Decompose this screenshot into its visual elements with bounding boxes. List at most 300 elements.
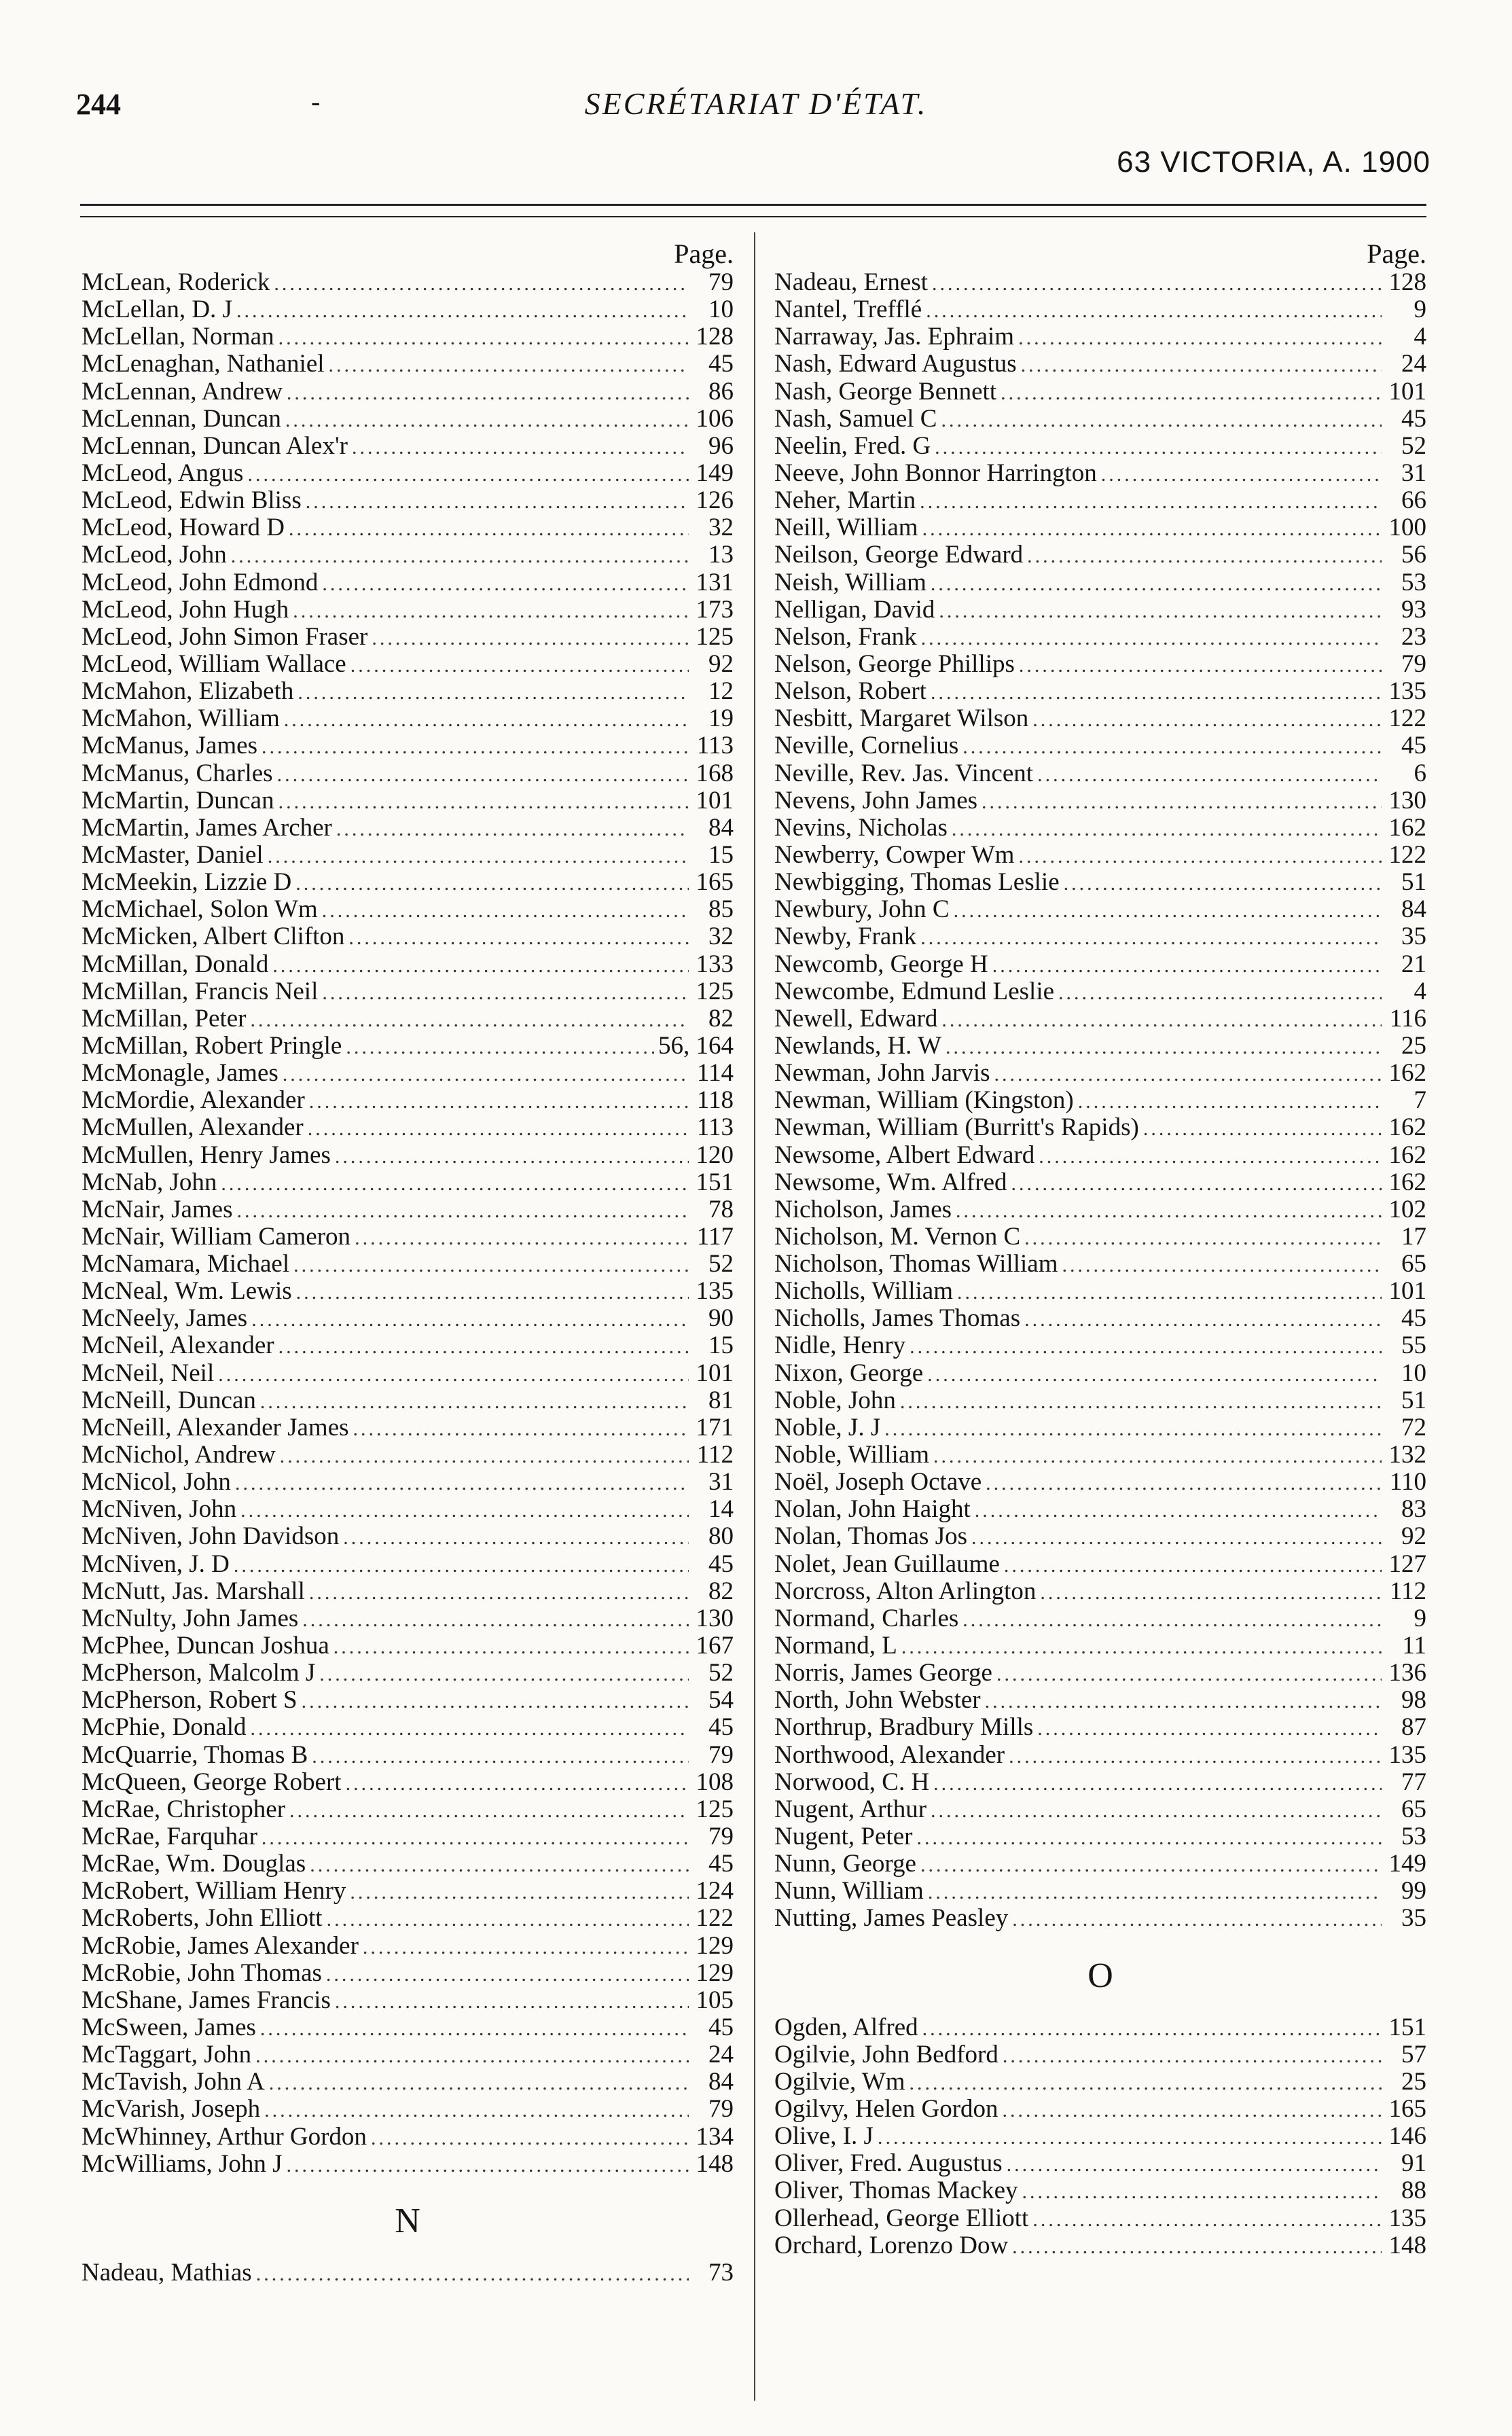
entry-page: 162 [1388,813,1426,842]
entry-page: 55 [1401,1331,1426,1360]
index-entry [82,2014,734,2041]
entry-name: Nunn, George [774,1850,916,1878]
entry-page: 14 [708,1495,734,1524]
dot-leader [308,1115,689,1143]
dot-leader [247,461,689,488]
index-entry [82,1387,734,1414]
entry-name: Nugent, Peter [774,1823,913,1851]
index-entry [774,1114,1426,1141]
entry-page: 87 [1401,1713,1426,1742]
index-entry [82,1605,734,1632]
index-entry [82,760,734,787]
dot-leader [1012,1906,1382,1933]
entry-name: Neill, William [774,514,918,542]
index-entry [82,1960,734,1987]
entry-page: 45 [1401,404,1426,433]
entry-name: Newby, Frank [774,923,917,951]
index-entry [774,651,1426,678]
dot-leader [329,352,689,379]
entry-name: McNamara, Michael [82,1250,290,1278]
entry-name: McRobie, John Thomas [82,1958,322,1987]
entry-page: 136 [1388,1659,1426,1687]
index-entry [774,406,1426,433]
entry-page: 65 [1401,1795,1426,1823]
entry-page: 31 [708,1468,734,1497]
dot-leader [921,625,1382,652]
o-section-entry-list [774,2014,1426,2259]
entry-name: McManus, Charles [82,759,273,787]
index-entry [774,1605,1426,1632]
entry-page: 148 [696,2149,734,2178]
entry-name: McPhee, Duncan Joshua [82,1632,329,1660]
dot-leader [1143,1115,1382,1143]
entry-name: McLeod, William Wallace [82,649,346,678]
entry-name: Neilson, George Edward [774,541,1024,569]
dot-leader [234,1552,689,1579]
index-entry [774,2232,1426,2259]
entry-page: 122 [1388,704,1426,733]
entry-name: McLellan, Norman [82,323,274,351]
dot-leader [1032,706,1382,734]
index-entry [82,978,734,1005]
dot-leader [941,407,1382,434]
entry-name: McPherson, Robert S [82,1686,298,1715]
page-column-heading: Page. [674,238,734,269]
entry-name: McLeod, Edwin Bliss [82,486,302,515]
dot-leader [285,407,689,434]
dot-leader [962,1607,1382,1634]
dot-leader [352,434,689,461]
entry-name: Nicholson, M. Vernon C [774,1222,1021,1251]
index-entry [774,1878,1426,1905]
entry-page: 101 [696,786,734,814]
entry-page: 128 [696,323,734,351]
entry-page: 135 [1388,2204,1426,2232]
entry-name: Nicholls, James Thomas [774,1304,1021,1333]
index-entry [774,1387,1426,1414]
index-entry [774,842,1426,869]
dot-leader [278,325,689,352]
entry-page: 52 [1401,431,1426,460]
entry-name: Neville, Cornelius [774,732,959,760]
dot-leader [1019,652,1382,679]
entry-name: McNair, James [82,1195,233,1223]
entry-page: 6 [1414,759,1426,787]
entry-name: Newcomb, George H [774,950,988,978]
index-entry [82,732,734,759]
entry-name: Newbigging, Thomas Leslie [774,868,1060,897]
dot-leader [996,1661,1382,1688]
entry-page: 84 [708,813,734,842]
n-section-entry-list [82,2259,734,2287]
index-entry [82,1114,734,1141]
index-entry [82,705,734,732]
entry-page: 11 [1402,1632,1426,1660]
dot-leader [296,1279,689,1306]
entry-name: McWhinney, Arthur Gordon [82,2122,367,2151]
index-entry [82,1742,734,1769]
entry-page: 112 [1389,1577,1426,1605]
entry-name: McLennan, Duncan [82,404,281,433]
dot-leader [1101,461,1382,488]
index-entry [82,1987,734,2014]
dot-leader [931,1797,1382,1825]
entry-page: 125 [696,977,734,1005]
index-entry [774,1687,1426,1714]
index-entry [774,269,1426,296]
index-entry [774,596,1426,624]
entry-name: Nixon, George [774,1359,924,1387]
dot-leader [1018,325,1382,352]
entry-name: Northwood, Alexander [774,1740,1005,1769]
dot-leader [1022,2179,1382,2206]
entry-name: McNiven, John Davidson [82,1522,340,1551]
entry-page: 32 [708,514,734,542]
dot-leader [931,679,1382,706]
entry-page: 4 [1414,323,1426,351]
entry-name: Ollerhead, George Elliott [774,2204,1029,2232]
dot-leader [312,1743,689,1770]
entry-page: 13 [708,541,734,569]
entry-page: 56, 164 [658,1031,734,1060]
entry-page: 9 [1414,295,1426,324]
dot-leader [322,980,689,1007]
dot-leader [1009,1743,1382,1770]
entry-name: Nevens, John James [774,786,978,814]
entry-name: Newell, Edward [774,1004,938,1033]
entry-page: 171 [696,1413,734,1441]
entry-name: McMordie, Alexander [82,1086,305,1115]
index-entry [774,460,1426,487]
dot-leader [1058,980,1382,1007]
entry-page: 108 [696,1768,734,1796]
entry-name: McMillan, Peter [82,1004,247,1033]
index-entry [82,1687,734,1714]
entry-page: 114 [696,1059,734,1088]
entry-page: 165 [1388,2095,1426,2123]
entry-name: McLennan, Andrew [82,377,283,406]
dot-leader [327,1906,689,1933]
entry-name: McQueen, George Robert [82,1768,342,1796]
dot-leader [322,571,689,598]
entry-name: McNeill, Alexander James [82,1413,349,1441]
entry-page: 131 [696,568,734,596]
entry-page: 35 [1401,1904,1426,1933]
entry-page: 31 [1401,459,1426,487]
dot-leader [954,897,1382,925]
dot-leader [309,1088,689,1115]
dot-leader [353,1416,689,1443]
dot-leader [910,1333,1382,1361]
dot-leader [293,598,689,625]
section-letter-n: N [395,2201,420,2240]
entry-page: 45 [1401,1304,1426,1333]
index-entry [82,787,734,814]
index-entry [82,1823,734,1850]
index-entry [774,896,1426,923]
dot-leader [334,1634,689,1661]
index-entry [774,1251,1426,1278]
entry-page: 79 [708,1823,734,1851]
index-entry [774,787,1426,814]
index-entry [82,1523,734,1550]
dot-leader [975,1497,1382,1524]
dot-leader [986,1470,1382,1497]
entry-name: McMonagle, James [82,1059,278,1088]
index-entry [82,1905,734,1932]
index-entry [774,2150,1426,2177]
dot-leader [1037,762,1382,789]
index-entry [82,2068,734,2096]
index-entry [82,1632,734,1660]
entry-name: Nash, Edward Augustus [774,350,1017,378]
entry-name: Newsome, Wm. Alfred [774,1168,1007,1196]
entry-name: Nelligan, David [774,595,935,624]
dot-leader [231,543,689,570]
dot-leader [350,1879,689,1906]
dot-leader [262,1825,689,1852]
index-entry [774,1033,1426,1060]
entry-page: 56 [1401,541,1426,569]
dot-leader [1003,2097,1382,2124]
entry-page: 116 [1389,1004,1426,1033]
entry-page: 79 [1401,649,1426,678]
entry-page: 85 [708,895,734,924]
column-divider [754,232,755,2401]
index-entry [774,1360,1426,1387]
entry-page: 130 [1388,786,1426,814]
dot-leader [309,1579,689,1607]
entry-page: 122 [1388,840,1426,869]
entry-name: McNulty, John James [82,1604,299,1632]
dot-leader [992,952,1382,980]
entry-page: 162 [1388,1168,1426,1196]
entry-page: 84 [1401,895,1426,924]
dot-leader [1021,352,1382,379]
dot-leader [256,2261,689,2288]
entry-page: 96 [708,431,734,460]
index-entry [774,2205,1426,2232]
dot-leader [1003,2043,1382,2070]
index-entry [774,378,1426,406]
index-entry [82,2096,734,2123]
entry-name: McRae, Farquhar [82,1823,257,1851]
entry-page: 57 [1401,2040,1426,2068]
entry-name: Noble, J. J [774,1413,881,1441]
entry-name: McMullen, Alexander [82,1113,304,1142]
entry-name: Newberry, Cowper Wm [774,840,1015,869]
entry-page: 25 [1401,2067,1426,2096]
entry-name: Nicholson, Thomas William [774,1250,1058,1278]
index-entry [774,433,1426,460]
entry-name: Nantel, Trefflé [774,295,922,324]
entry-name: Neher, Martin [774,486,916,515]
index-entry [774,2123,1426,2150]
entry-page: 151 [696,1168,734,1196]
entry-page: 113 [696,1113,734,1142]
entry-name: McLeod, Angus [82,459,244,487]
dot-leader [348,925,689,952]
index-entry [82,406,734,433]
entry-name: Nugent, Arthur [774,1795,927,1823]
entry-page: 167 [696,1632,734,1660]
dot-leader [982,789,1382,816]
dot-leader [1027,543,1382,570]
entry-page: 113 [696,732,734,760]
entry-page: 129 [696,1958,734,1987]
entry-page: 12 [708,677,734,706]
dot-leader [1064,870,1382,897]
entry-name: Nolan, John Haight [774,1495,971,1524]
entry-name: Oliver, Thomas Mackey [774,2177,1018,2205]
dot-leader [306,488,689,516]
right-index-column [774,239,1426,2259]
entry-name: McNiven, J. D [82,1550,230,1578]
entry-name: McManus, James [82,732,257,760]
entry-page: 122 [696,1904,734,1933]
dot-leader [952,816,1382,843]
dot-leader [935,434,1382,461]
entry-page: 102 [1388,1195,1426,1223]
entry-page: 77 [1401,1768,1426,1796]
entry-name: Ogilvie, Wm [774,2067,905,2096]
entry-name: Newlands, H. W [774,1031,941,1060]
index-entry [82,1223,734,1251]
entry-page: 24 [708,2041,734,2069]
entry-page: 129 [696,1931,734,1960]
dot-leader [272,952,689,980]
index-entry [774,569,1426,596]
entry-name: McNeill, Duncan [82,1386,256,1414]
entry-page: 125 [696,1795,734,1823]
entry-page: 132 [1388,1441,1426,1469]
dot-leader [287,2152,689,2179]
index-entry [774,951,1426,978]
entry-name: Noble, William [774,1441,930,1469]
index-entry [774,2177,1426,2204]
index-entry [774,1441,1426,1469]
dot-leader [302,1688,689,1715]
entry-name: Noël, Joseph Octave [774,1468,982,1497]
entry-name: Olive, I. J [774,2122,874,2151]
entry-page: 101 [696,1359,734,1387]
index-entry [82,1414,734,1441]
entry-name: McMahon, William [82,704,280,733]
entry-page: 149 [696,459,734,487]
entry-page: 101 [1388,377,1426,406]
entry-page: 101 [1388,1277,1426,1306]
index-entry [82,1769,734,1796]
entry-name: Newman, William (Burritt's Rapids) [774,1113,1139,1142]
left-index-column [82,239,734,2287]
entry-name: Ogilvie, John Bedford [774,2040,998,2068]
entry-page: 88 [1401,2177,1426,2205]
dot-leader [985,1688,1382,1715]
dot-leader [336,816,689,843]
entry-name: McPherson, Malcolm J [82,1659,316,1687]
index-entry [82,2041,734,2068]
index-entry [774,2068,1426,2096]
entry-page: 82 [708,1577,734,1605]
index-entry [774,1087,1426,1114]
index-entry [82,1933,734,1960]
dot-leader [884,1416,1382,1443]
dot-leader [269,2070,689,2097]
entry-name: McRae, Christopher [82,1795,286,1823]
entry-name: McLeod, John Edmond [82,568,319,596]
entry-page: 82 [708,1004,734,1033]
index-entry [82,514,734,541]
entry-page: 79 [708,1740,734,1769]
entry-name: McLeod, John Hugh [82,595,289,624]
index-entry [82,1360,734,1387]
entry-page: 7 [1414,1086,1426,1115]
index-entry [774,2014,1426,2041]
entry-page: 98 [1401,1686,1426,1715]
entry-name: McSween, James [82,2013,256,2041]
entry-name: Norris, James George [774,1659,992,1687]
entry-name: Nadeau, Mathias [82,2258,252,2287]
dot-leader [289,1797,689,1825]
dot-leader [251,1306,689,1333]
entry-name: Normand, L [774,1632,897,1660]
dot-leader [916,1825,1382,1852]
index-entry [82,923,734,950]
entry-page: 53 [1401,1823,1426,1851]
entry-page: 52 [708,1659,734,1687]
session-label: 63 VICTORIA, A. 1900 [1117,145,1430,179]
dot-leader [260,2016,689,2043]
section-letter-o: O [1087,1956,1113,1995]
entry-page: 45 [708,1713,734,1742]
dot-leader [287,380,689,407]
index-entry [82,569,734,596]
entry-page: 79 [708,268,734,296]
dot-leader [920,1852,1382,1879]
dot-leader [922,516,1382,543]
dot-leader [284,706,689,734]
entry-page: 130 [696,1604,734,1632]
entry-page: 52 [708,1250,734,1278]
dot-leader [319,1661,689,1688]
entry-page: 65 [1401,1250,1426,1278]
entry-page: 162 [1388,1113,1426,1142]
dot-leader [221,1170,689,1198]
entry-page: 79 [708,2095,734,2124]
entry-page: 128 [1388,268,1426,296]
entry-page: 84 [708,2068,734,2096]
entry-page: 53 [1401,568,1426,596]
index-entry [82,1060,734,1087]
dot-leader [346,1034,654,1061]
page-column-heading: Page. [1367,238,1426,269]
entry-page: 83 [1401,1495,1426,1524]
entry-name: McMicken, Albert Clifton [82,923,345,951]
dot-leader [335,1988,689,2016]
index-entry [82,624,734,651]
index-entry [774,1551,1426,1578]
index-entry [774,1796,1426,1823]
entry-name: McNeil, Alexander [82,1331,274,1360]
entry-name: Newsome, Albert Edward [774,1141,1035,1169]
entry-name: McRobie, James Alexander [82,1931,359,1960]
entry-page: 105 [696,1986,734,2014]
entry-page: 151 [1388,2013,1426,2041]
entry-name: McMullen, Henry James [82,1141,331,1169]
index-entry [774,1169,1426,1196]
entry-name: McLellan, D. J [82,295,232,324]
index-entry [82,651,734,678]
